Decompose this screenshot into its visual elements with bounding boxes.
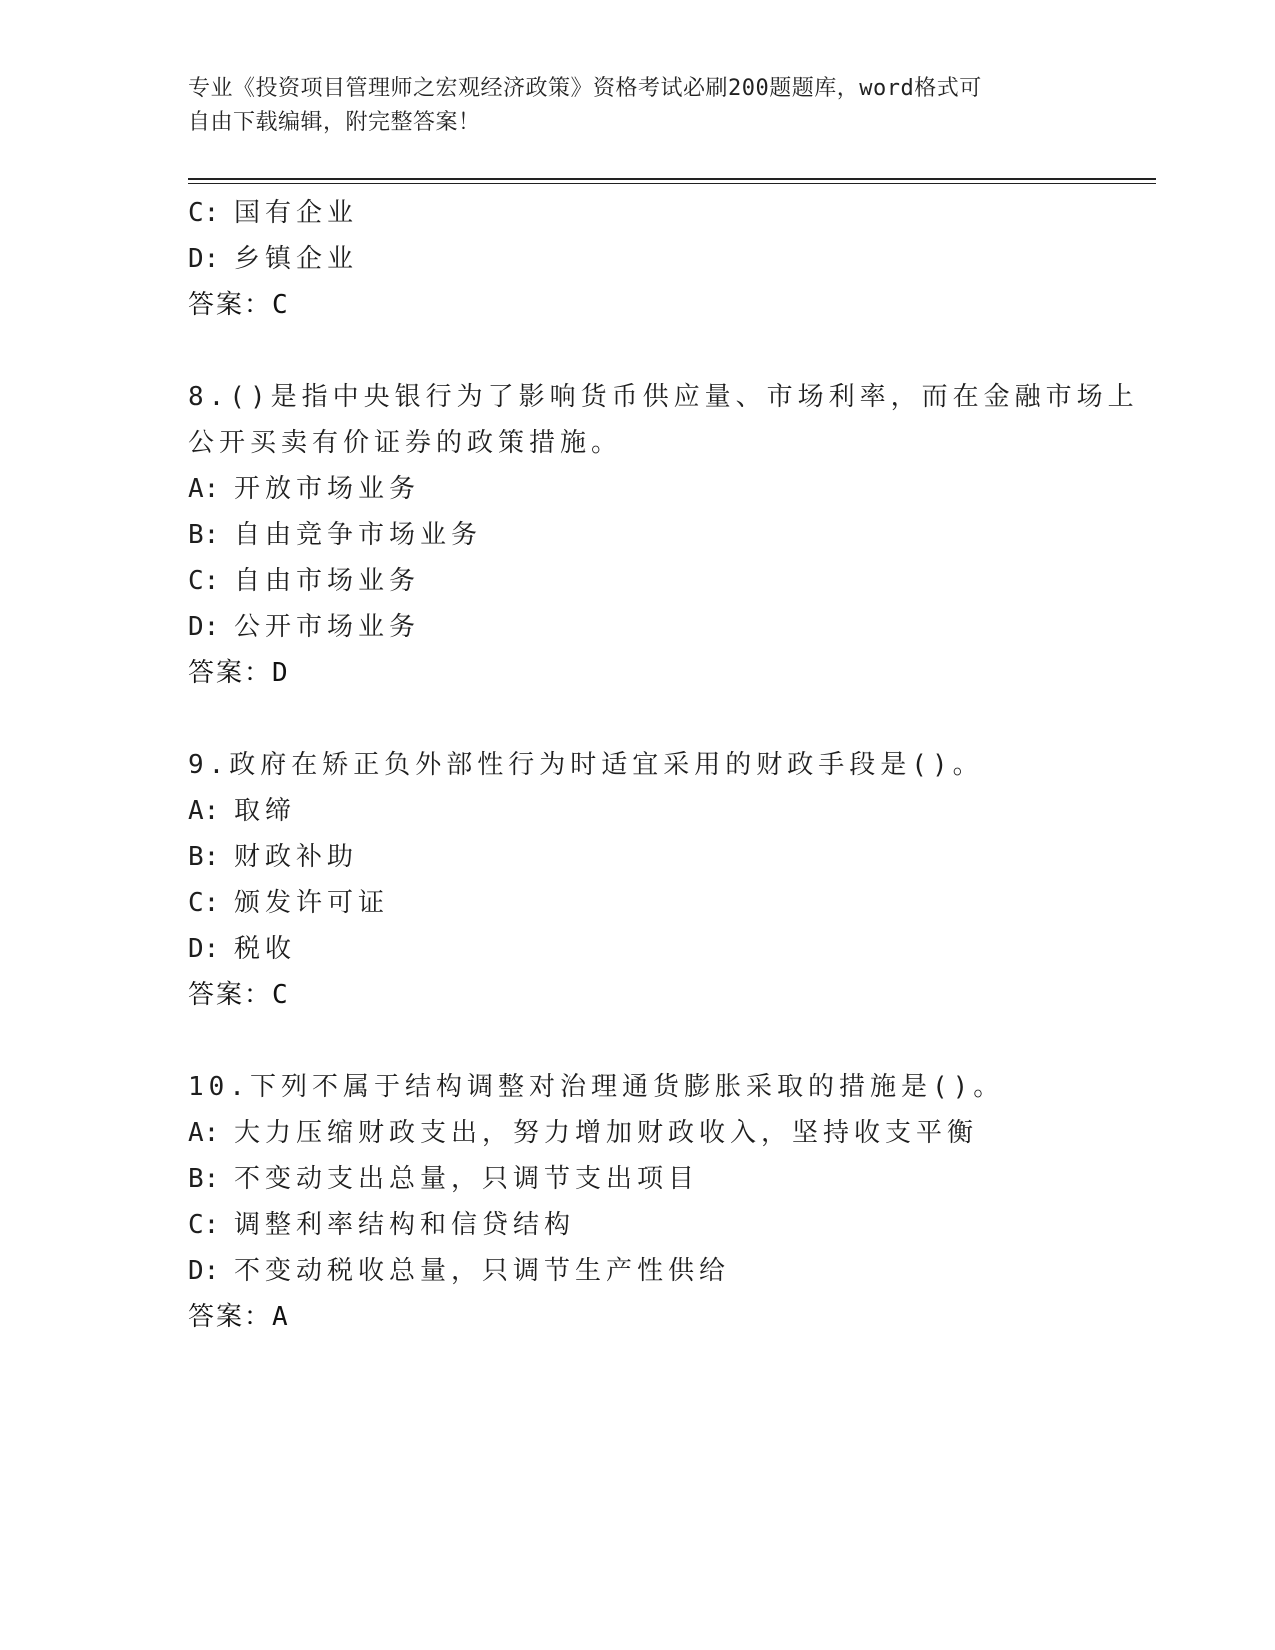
option-a [188, 466, 1156, 512]
question-9 [188, 742, 1156, 1018]
answer-line [188, 282, 1156, 328]
answer-value: C [272, 980, 290, 1010]
option-b [188, 512, 1156, 558]
option-letter: B: [188, 1164, 220, 1194]
option-letter: A: [188, 474, 220, 504]
spacer [188, 696, 1156, 742]
option-letter: C: [188, 888, 220, 918]
option-b [188, 834, 1156, 880]
header-line-1: 专业《投资项目管理师之宏观经济政策》资格考试必刷200题题库，word格式可 [188, 76, 982, 101]
option-text: 颁发许可证 [234, 888, 390, 918]
option-letter: D: [188, 934, 220, 964]
option-letter: A: [188, 1118, 220, 1148]
option-c [188, 558, 1156, 604]
option-c [188, 190, 1156, 236]
answer-value: C [272, 290, 290, 320]
option-text: 不变动支出总量，只调节支出项目 [234, 1164, 700, 1194]
option-letter: B: [188, 842, 220, 872]
option-text: 调整利率结构和信贷结构 [234, 1210, 576, 1240]
answer-line [188, 650, 1156, 696]
document-header [188, 72, 1088, 140]
option-letter: C: [188, 566, 220, 596]
option-text: 乡镇企业 [234, 244, 359, 274]
option-text: 大力压缩财政支出，努力增加财政收入，坚持收支平衡 [234, 1118, 979, 1148]
option-text: 开放市场业务 [234, 474, 421, 504]
answer-line [188, 972, 1156, 1018]
question-stem-line: 8.()是指中央银行为了影响货币供应量、市场利率，而在金融市场上 [188, 382, 1139, 412]
answer-label: 答案： [188, 980, 273, 1010]
question-stem-line: 9.政府在矫正负外部性行为时适宜采用的财政手段是()。 [188, 750, 984, 780]
option-letter: D: [188, 612, 220, 642]
option-d [188, 604, 1156, 650]
option-d [188, 1248, 1156, 1294]
option-a [188, 1110, 1156, 1156]
option-letter: C: [188, 1210, 220, 1240]
header-line-2: 自由下载编辑，附完整答案！ [188, 110, 481, 135]
answer-line [188, 1294, 1156, 1340]
answer-value: D [272, 658, 290, 688]
question-7-tail [188, 190, 1156, 328]
option-b [188, 1156, 1156, 1202]
option-c [188, 1202, 1156, 1248]
option-text: 财政补助 [234, 842, 359, 872]
option-text: 自由市场业务 [234, 566, 421, 596]
option-text: 自由竞争市场业务 [234, 520, 483, 550]
answer-label: 答案： [188, 290, 273, 320]
answer-label: 答案： [188, 1302, 273, 1332]
question-content [188, 190, 1156, 1340]
option-text: 公开市场业务 [234, 612, 421, 642]
question-10 [188, 1064, 1156, 1340]
option-d [188, 926, 1156, 972]
spacer [188, 1018, 1156, 1064]
question-stem-line: 公开买卖有价证券的政策措施。 [188, 428, 623, 458]
option-a [188, 788, 1156, 834]
question-stem-line: 10.下列不属于结构调整对治理通货膨胀采取的措施是()。 [188, 1072, 1005, 1102]
option-letter: B: [188, 520, 220, 550]
option-letter: A: [188, 796, 220, 826]
option-text: 税收 [234, 934, 297, 964]
answer-value: A [272, 1302, 290, 1332]
option-text: 不变动税收总量，只调节生产性供给 [234, 1256, 731, 1286]
header-divider [188, 178, 1156, 184]
option-letter: C: [188, 198, 220, 228]
answer-label: 答案： [188, 658, 273, 688]
option-text: 取缔 [234, 796, 297, 826]
option-d [188, 236, 1156, 282]
option-letter: D: [188, 1256, 220, 1286]
option-letter: D: [188, 244, 220, 274]
option-c [188, 880, 1156, 926]
question-8 [188, 374, 1156, 696]
spacer [188, 328, 1156, 374]
option-text: 国有企业 [234, 198, 359, 228]
